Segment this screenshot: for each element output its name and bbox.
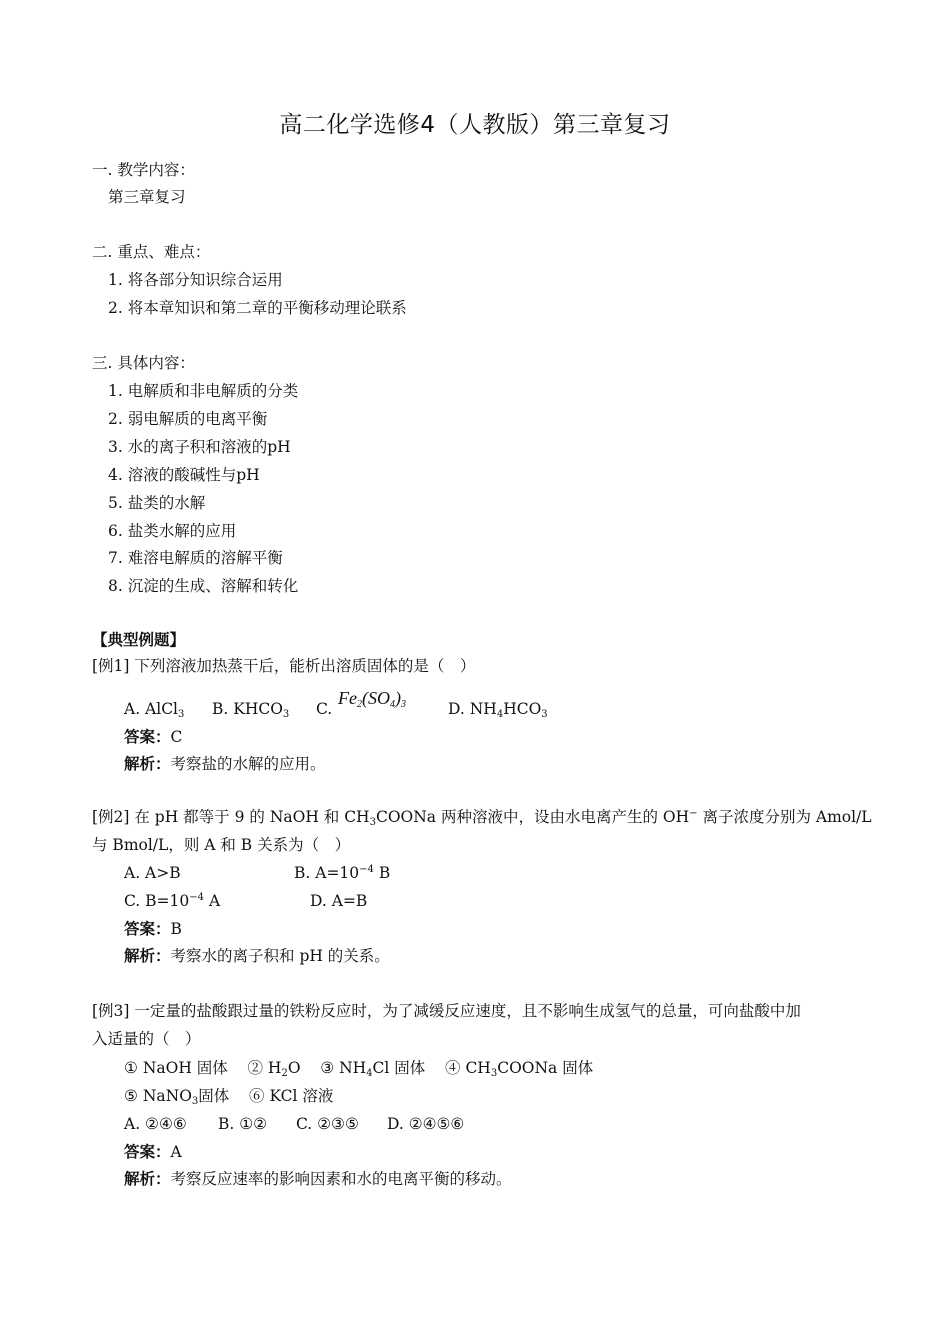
ex3-question-line1: [例3] 一定量的盐酸跟过量的铁粉反应时，为了减缓反应速度，且不影响生成氢气的总量，可向盐酸中加 (92, 1002, 801, 1020)
ex3-analysis: 解析：考察反应速率的影响因素和水的电离平衡的移动。 (124, 1169, 512, 1188)
section3-item: 7. 难溶电解质的溶解平衡 (108, 549, 283, 567)
section1-heading: 一. 教学内容： (92, 161, 195, 179)
ex2-option-b: B. $A=10^{-4}$ B (294, 864, 391, 882)
ex1-option-d: D. $NH_4HCO_3$ (448, 700, 548, 720)
ex2-analysis: 解析：考察水的离子积和 pH 的关系。 (124, 946, 390, 965)
ex3-option-c: C. ②③⑤ (296, 1115, 359, 1133)
ex3-option-d: D. ②④⑤⑥ (387, 1115, 465, 1133)
section3-heading: 三. 具体内容： (92, 354, 195, 372)
section2-item: 2. 将本章知识和第二章的平衡移动理论联系 (108, 299, 407, 317)
ex3-choices-line1: ① NaOH 固体 ② $H_2O$ ③ $NH_4Cl$ 固体 ④ $CH_3COONa$ 固体 (124, 1059, 594, 1079)
ex1-option-b: B. $KHCO_3$ (212, 700, 290, 720)
ex3-choices-line2: ⑤ NaNO$_3$固体 ⑥ KCl 溶液 (124, 1087, 334, 1107)
ex3-answer: 答案：A (124, 1142, 182, 1161)
ex2-question-line1: [例2] 在 pH 都等于 9 的 NaOH 和 $CH_3COONa$ 两种溶液中，设由水电离产生的 OH− 离子浓度分别为 Amol/L (92, 808, 872, 828)
ex2-question-line2: 与 Bmol/L，则 A 和 B 关系为（ ） (92, 836, 351, 854)
ex2-answer: 答案：B (124, 919, 182, 938)
section1-content: 第三章复习 (108, 188, 186, 206)
section2-item: 1. 将各部分知识综合运用 (108, 271, 283, 289)
ex1-question: [例1] 下列溶液加热蒸干后，能析出溶质固体的是（ ） (92, 657, 476, 675)
section3-item: 2. 弱电解质的电离平衡 (108, 410, 268, 428)
ex1-analysis: 解析：考察盐的水解的应用。 (124, 754, 326, 773)
section3-item: 8. 沉淀的生成、溶解和转化 (108, 577, 299, 595)
section3-item: 1. 电解质和非电解质的分类 (108, 382, 299, 400)
page-title: 高二化学选修4（人教版）第三章复习 (279, 112, 671, 138)
section3-item: 6. 盐类水解的应用 (108, 522, 237, 540)
ex2-option-c: C. $B=10^{-4}$ A (124, 892, 221, 910)
ex3-question-line2: 入适量的（ ） (92, 1030, 201, 1048)
ex2-option-d: D. A=B (310, 892, 368, 910)
ex2-option-a: A. A>B (124, 864, 181, 882)
ex1-option-c-label: C. (316, 700, 333, 718)
ex1-option-a: A. AlCl$_3$ (124, 700, 185, 720)
ex3-option-b: B. ①② (218, 1115, 268, 1133)
examples-heading: 【典型例题】 (92, 630, 186, 649)
section3-item: 4. 溶液的酸碱性与pH (108, 466, 260, 484)
ex1-option-c-formula: $Fe_2(SO_4)_3$ (338, 688, 406, 710)
ex3-option-a: A. ②④⑥ (124, 1115, 187, 1133)
section3-item: 5. 盐类的水解 (108, 494, 206, 512)
ex1-answer: 答案：C (124, 727, 183, 746)
section3-item: 3. 水的离子积和溶液的pH (108, 438, 291, 456)
section2-heading: 二. 重点、难点： (92, 243, 211, 261)
